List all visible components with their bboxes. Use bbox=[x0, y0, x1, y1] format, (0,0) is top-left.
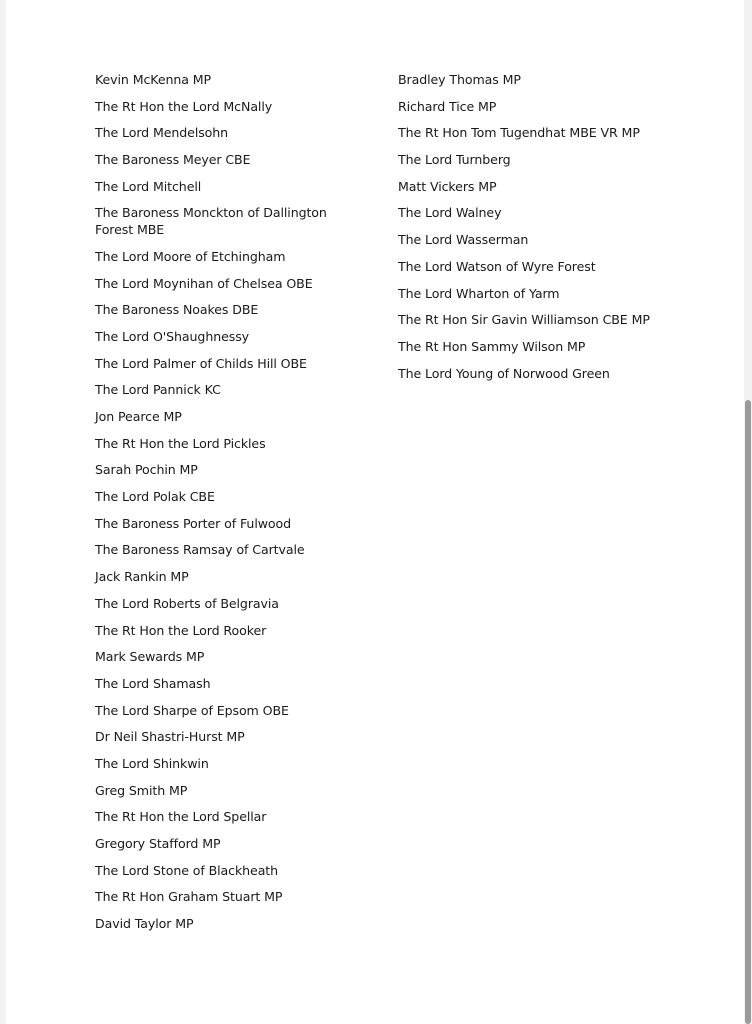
list-item: The Rt Hon the Lord Spellar bbox=[95, 809, 267, 825]
list-item: The Lord Polak CBE bbox=[95, 489, 215, 505]
list-item: The Lord Shinkwin bbox=[95, 755, 209, 771]
list-item: The Lord Pannick KC bbox=[95, 382, 221, 398]
list-item: The Lord Shamash bbox=[95, 675, 211, 691]
list-item: The Rt Hon the Lord Pickles bbox=[95, 435, 266, 451]
list-item: The Lord O'Shaughnessy bbox=[95, 328, 250, 344]
list-item: The Baroness Ramsay of Cartvale bbox=[95, 542, 305, 558]
list-item: The Lord Sharpe of Epsom OBE bbox=[95, 702, 289, 718]
list-item: David Taylor MP bbox=[95, 916, 194, 932]
list-item: Sarah Pochin MP bbox=[95, 462, 198, 478]
list-item: The Rt Hon Graham Stuart MP bbox=[95, 889, 283, 905]
list-item: The Lord Walney bbox=[398, 205, 502, 221]
list-item: Matt Vickers MP bbox=[398, 178, 497, 194]
signatories-right-column bbox=[398, 72, 658, 392]
list-item: Mark Sewards MP bbox=[95, 649, 205, 665]
list-item: The Lord Turnberg bbox=[398, 152, 511, 168]
list-item: The Baroness Monckton of Dallington Forest MBE bbox=[95, 205, 327, 238]
list-item: The Rt Hon Sir Gavin Williamson CBE MP bbox=[398, 312, 650, 328]
list-item: Jack Rankin MP bbox=[95, 569, 189, 585]
list-item: The Lord Moynihan of Chelsea OBE bbox=[95, 275, 313, 291]
list-item: The Lord Young of Norwood Green bbox=[398, 365, 610, 381]
list-item: The Baroness Porter of Fulwood bbox=[95, 515, 292, 531]
list-item: The Lord Moore of Etchingham bbox=[95, 248, 286, 264]
list-item: The Lord Roberts of Belgravia bbox=[95, 595, 279, 611]
list-item: The Lord Stone of Blackheath bbox=[95, 862, 279, 878]
list-item: The Lord Mendelsohn bbox=[95, 125, 229, 141]
list-item: Greg Smith MP bbox=[95, 782, 188, 798]
list-item: Gregory Stafford MP bbox=[95, 836, 221, 852]
list-item: The Lord Palmer of Childs Hill OBE bbox=[95, 355, 307, 371]
list-item: The Rt Hon the Lord McNally bbox=[95, 98, 273, 114]
vertical-scrollbar[interactable] bbox=[744, 0, 752, 1024]
list-item: The Lord Watson of Wyre Forest bbox=[398, 258, 596, 274]
list-item: The Lord Mitchell bbox=[95, 178, 202, 194]
list-item: The Baroness Noakes DBE bbox=[95, 302, 259, 318]
list-item: The Rt Hon the Lord Rooker bbox=[95, 622, 267, 638]
list-item: Kevin McKenna MP bbox=[95, 72, 212, 87]
list-item: Dr Neil Shastri-Hurst MP bbox=[95, 729, 245, 745]
list-item: The Lord Wharton of Yarm bbox=[398, 285, 560, 301]
list-item: Bradley Thomas MP bbox=[398, 72, 521, 87]
list-item: Richard Tice MP bbox=[398, 98, 497, 114]
list-item: Jon Pearce MP bbox=[95, 409, 182, 425]
list-item: The Rt Hon Tom Tugendhat MBE VR MP bbox=[398, 125, 640, 141]
list-item: The Baroness Meyer CBE bbox=[95, 152, 251, 168]
list-item: The Rt Hon Sammy Wilson MP bbox=[398, 338, 586, 354]
list-item: The Lord Wasserman bbox=[398, 232, 529, 248]
document-page bbox=[6, 0, 746, 1024]
scrollbar-thumb[interactable] bbox=[745, 400, 751, 1024]
signatories-left-column bbox=[95, 72, 335, 943]
